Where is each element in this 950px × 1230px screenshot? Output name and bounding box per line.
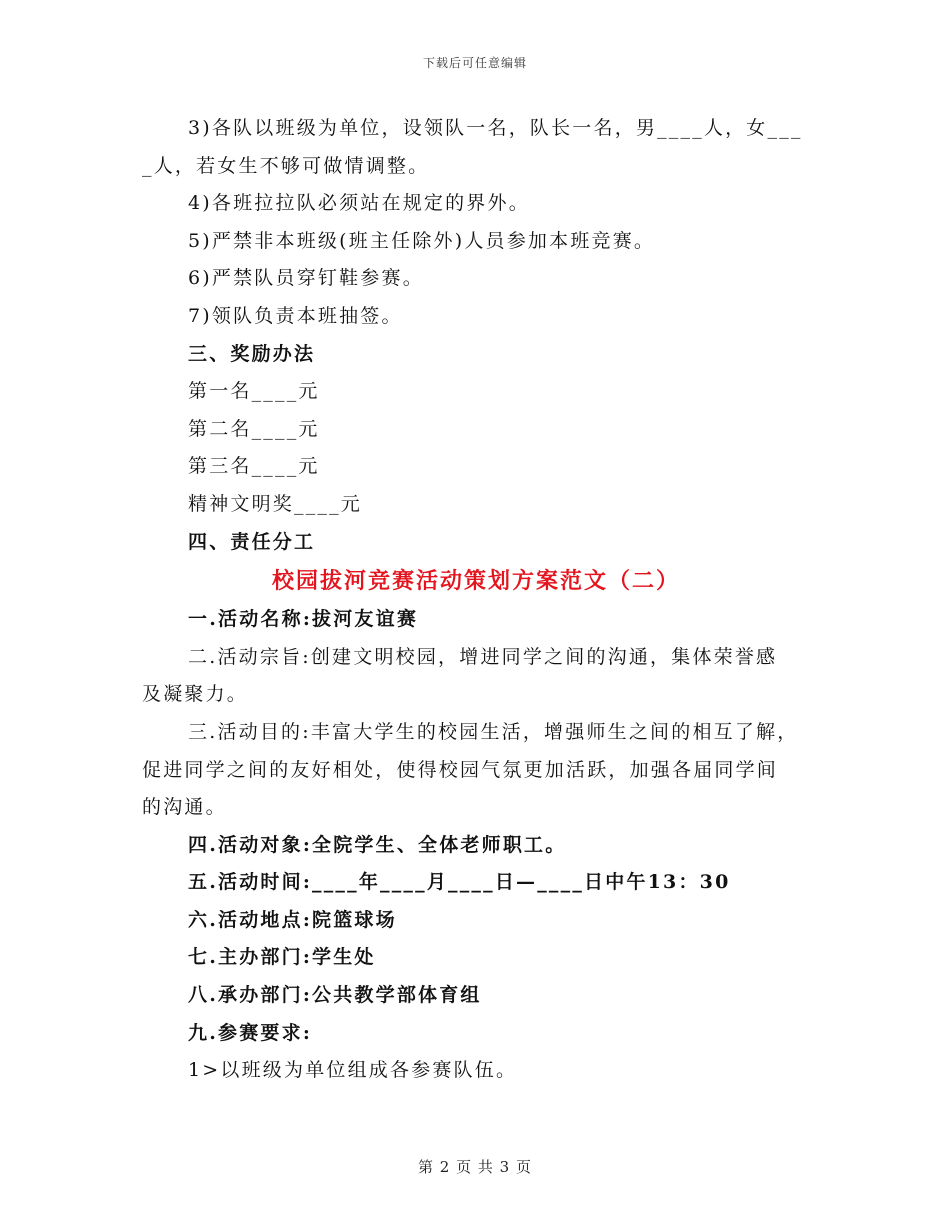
paragraph-rule-4: 4)各班拉拉队必须站在规定的界外。 (188, 192, 530, 215)
item-activity-location: 六.活动地点:院篮球场 (188, 908, 397, 931)
item-activity-time: 五.活动时间:____年____月____日—____日中午13：30 (188, 871, 731, 894)
page-header-note: 下载后可任意编辑 (422, 56, 527, 70)
page-footer-number: 第 2 页 共 3 页 (418, 1158, 532, 1176)
item-activity-purpose: 二.活动宗旨:创建文明校园，增进同学之间的沟通，集体荣誉感 (188, 645, 778, 668)
item-activity-purpose-cont: 及凝聚力。 (142, 683, 249, 706)
section-heading-rewards: 三、奖励办法 (188, 342, 316, 365)
requirement-1: 1>以班级为单位组成各参赛队伍。 (188, 1059, 518, 1082)
reward-second: 第二名____元 (188, 417, 320, 440)
reward-third: 第三名____元 (188, 455, 320, 478)
paragraph-rule-5: 5)严禁非本班级(班主任除外)人员参加本班竞赛。 (188, 229, 656, 252)
paragraph-rule-3-cont: _人，若女生不够可做情调整。 (142, 154, 430, 177)
reward-spirit: 精神文明奖____元 (188, 492, 363, 515)
item-activity-target: 四.活动对象:全院学生、全体老师职工。 (188, 833, 567, 856)
item-activity-goal: 三.活动目的:丰富大学生的校园生活，增强师生之间的相互了解， (188, 720, 799, 743)
item-activity-name: 一.活动名称:拔河友谊赛 (188, 608, 419, 631)
item-organizer: 七.主办部门:学生处 (188, 946, 376, 969)
document-body (142, 110, 810, 1090)
item-activity-goal-cont-2: 的沟通。 (142, 796, 227, 819)
paragraph-rule-3: 3)各队以班级为单位，设领队一名，队长一名，男____人，女___ (188, 117, 803, 139)
document-title-part-two: 校园拔河竞赛活动策划方案范文（二） (271, 568, 680, 595)
item-requirements: 九.参赛要求: (188, 1021, 313, 1044)
paragraph-rule-6: 6)严禁队员穿钉鞋参赛。 (188, 267, 424, 290)
paragraph-rule-7: 7)领队负责本班抽签。 (188, 304, 403, 327)
item-co-organizer: 八.承办部门:公共教学部体育组 (188, 984, 482, 1007)
item-activity-goal-cont-1: 促进同学之间的友好相处，使得校园气氛更加活跃，加强各届同学间 (142, 758, 779, 781)
reward-first: 第一名____元 (188, 380, 320, 403)
section-heading-duties: 四、责任分工 (188, 530, 316, 553)
